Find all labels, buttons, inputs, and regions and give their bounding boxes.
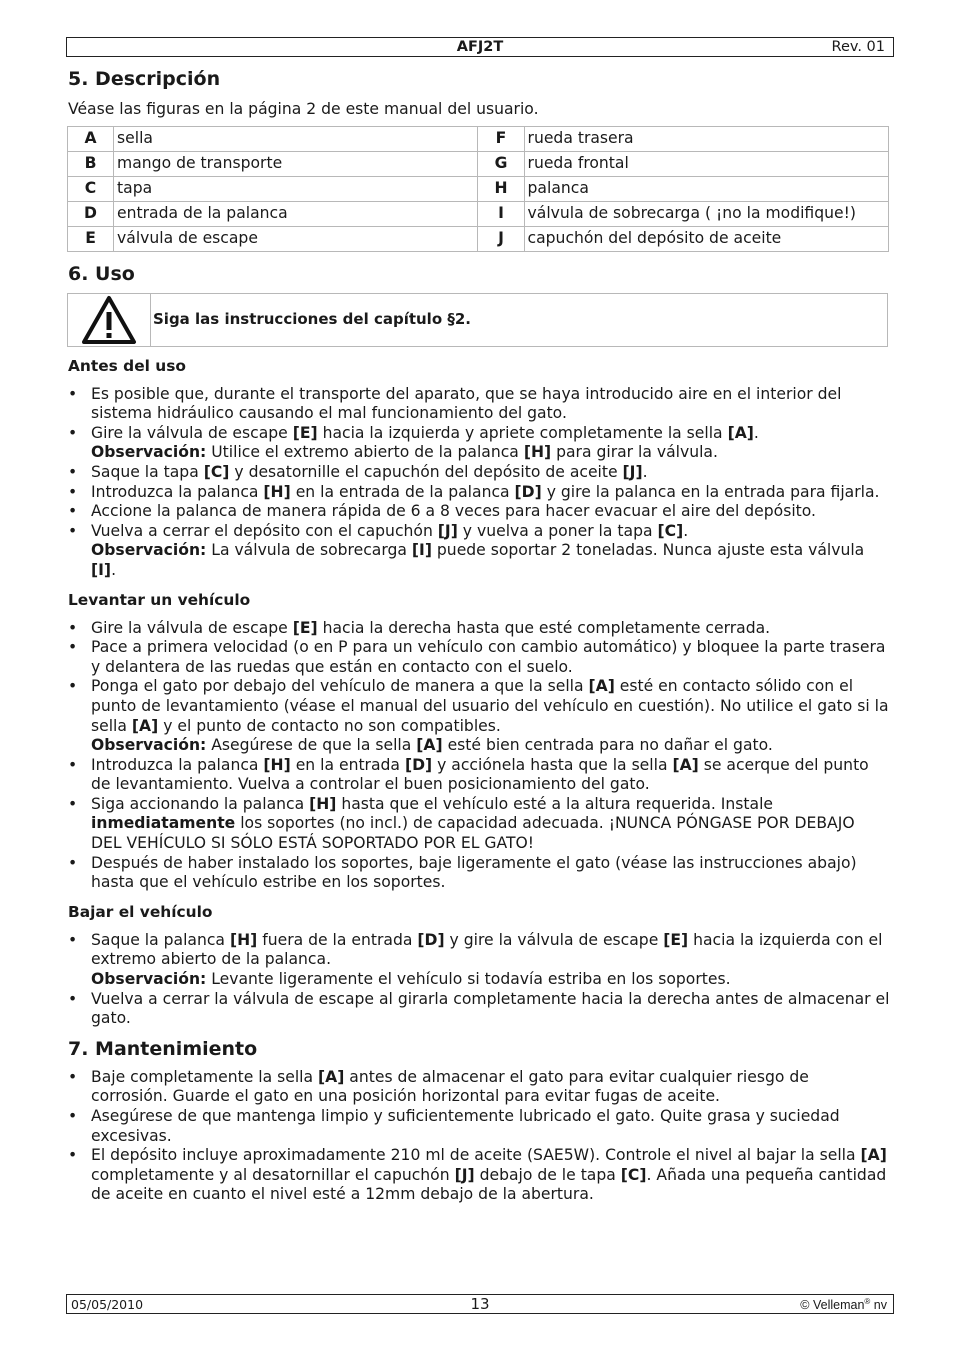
bold-text: [A]	[318, 1067, 345, 1086]
part-key: H	[478, 176, 524, 201]
text-run: El depósito incluye aproximadamente 210 ml de aceite (SAE5W). Controle el nivel al bajar la sella	[91, 1146, 861, 1165]
text-run: Introduzca la palanca	[91, 755, 264, 774]
bold-text: [D]	[404, 755, 433, 774]
bold-text: [A]	[672, 755, 699, 774]
section-title-mantenimiento: 7. Mantenimiento	[68, 1037, 258, 1060]
bold-text: [J]	[454, 1165, 475, 1184]
text-run: Vuelva a cerrar la válvula de escape al girarla completamente hacia la derecha antes de almacenar el gato.	[91, 989, 890, 1028]
warning-text: Siga las instrucciones del capítulo §2.	[153, 309, 471, 328]
text-run: Vuelva a cerrar el depósito con el capuchón	[91, 521, 438, 540]
text-run: y acciónela hasta que la sella	[432, 755, 673, 774]
text-run: Gire la válvula de escape	[91, 618, 293, 637]
bold-text: [H]	[263, 482, 291, 501]
bold-text: [H]	[309, 794, 337, 813]
bold-text: [A]	[588, 677, 615, 696]
text-run: y gire la palanca en la entrada para fijarla.	[541, 482, 880, 501]
warning-box	[67, 293, 888, 347]
list-levantar	[68, 619, 890, 893]
text-run: Ponga el gato por debajo del vehículo de manera a que la sella	[91, 677, 589, 696]
list-item	[68, 502, 890, 522]
part-name: rueda trasera	[524, 126, 888, 151]
part-key: F	[478, 126, 524, 151]
text-run: .	[642, 462, 648, 481]
copyright	[800, 1297, 887, 1312]
copyright-text: © Velleman	[800, 1298, 865, 1313]
table-row	[68, 226, 889, 251]
text-run: .	[753, 423, 759, 442]
list-item	[68, 522, 890, 581]
bold-text: [D]	[417, 930, 445, 949]
part-name: palanca	[524, 176, 888, 201]
list-antes	[68, 385, 890, 581]
text-run: debajo de le tapa	[474, 1165, 621, 1184]
bold-text: [C]	[620, 1165, 647, 1184]
bold-text: [C]	[203, 462, 230, 481]
text-run: y gire la válvula de escape	[444, 930, 664, 949]
registered-mark: ®	[864, 1297, 871, 1306]
text-run: Asegúrese de que mantenga limpio y suficientemente lubricado el gato. Quite grasa y suciedad excesivas.	[91, 1107, 840, 1145]
text-run: La válvula de sobrecarga	[206, 541, 412, 560]
bold-text: [A]	[860, 1146, 887, 1165]
part-key: J	[478, 226, 524, 251]
bold-text: Observación:	[91, 970, 207, 989]
subsection-antes: Antes del uso	[68, 356, 186, 375]
table-row	[68, 151, 889, 176]
list-item	[68, 638, 890, 677]
subsection-levantar: Levantar un vehículo	[68, 590, 251, 609]
part-name: entrada de la palanca	[114, 201, 478, 226]
copyright-suffix: nv	[870, 1298, 887, 1313]
part-name: sella	[114, 126, 478, 151]
text-run: Gire la válvula de escape	[91, 423, 293, 442]
bold-text: Observación:	[91, 736, 207, 755]
part-key: D	[68, 201, 114, 226]
part-name: válvula de escape	[114, 226, 478, 251]
table-row	[68, 126, 889, 151]
subsection-bajar: Bajar el vehículo	[68, 902, 213, 921]
list-item	[68, 756, 890, 795]
list-item	[68, 931, 890, 990]
warning-triangle-icon	[68, 294, 151, 346]
list-item	[68, 795, 890, 854]
parts-table	[67, 126, 889, 252]
page-number: 13	[470, 1295, 490, 1313]
bold-text: [A]	[727, 423, 754, 442]
text-run: Introduzca la palanca	[91, 482, 264, 501]
text-run: puede soportar 2 toneladas. Nunca ajuste esta válvula	[431, 541, 865, 560]
bold-text: [J]	[622, 462, 643, 481]
text-run: esté bien centrada para no dañar el gato.	[442, 736, 773, 755]
section-title-descripcion: 5. Descripción	[68, 68, 221, 90]
part-key: E	[68, 226, 114, 251]
part-key: I	[478, 201, 524, 226]
text-run: hacia la derecha hasta que esté completamente cerrada.	[317, 618, 771, 637]
table-row	[68, 176, 889, 201]
list-item	[68, 990, 890, 1029]
list-item	[68, 619, 890, 639]
list-item	[68, 677, 890, 755]
text-run: fuera de la entrada	[257, 930, 418, 949]
text-run: .	[683, 521, 689, 540]
bold-text: inmediatamente	[91, 814, 236, 833]
model-name: AFJ2T	[456, 39, 504, 55]
part-name: tapa	[114, 176, 478, 201]
part-name: mango de transporte	[114, 151, 478, 176]
text-run: y el punto de contacto no son compatibles.	[158, 716, 501, 735]
list-bajar	[68, 931, 890, 1029]
text-run: Después de haber instalado los soportes, baje ligeramente el gato (véase las instrucciones abajo) hasta que el vehículo estribe en los soportes.	[91, 853, 857, 892]
page-footer	[66, 1294, 894, 1314]
revision: Rev. 01	[831, 39, 885, 55]
footer-date: 05/05/2010	[71, 1297, 144, 1312]
text-run: Utilice el extremo abierto de la palanca	[206, 443, 524, 462]
text-run: los soportes (no incl.) de capacidad adecuada. ¡NUNCA PÓNGASE POR DEBAJO DEL VEHÍCULO SI SÓLO ESTÁ SOPORTADO POR EL GATO!	[91, 814, 855, 853]
bold-text: [H]	[523, 443, 552, 462]
bold-text: [E]	[292, 618, 318, 637]
text-run: Es posible que, durante el transporte del aparato, que se haya introducido aire en el interior del sistema hidráulico causando el mal funcionamiento del gato.	[91, 384, 842, 423]
bold-text: [H]	[229, 930, 258, 949]
bold-text: [C]	[657, 521, 684, 540]
bold-text: [E]	[292, 423, 318, 442]
bold-text: Observación:	[91, 443, 207, 462]
list-item	[68, 463, 890, 483]
list-item	[68, 1068, 890, 1107]
bold-text: [I]	[411, 541, 432, 560]
text-run: hasta que el vehículo esté a la altura requerida. Instale	[336, 794, 773, 813]
text-run: hacia la izquierda con el extremo abierto de la palanca.	[91, 930, 883, 969]
text-run: antes de almacenar el gato para evitar cualquier riesgo de corrosión. Guarde el gato en una posición horizontal para evitar fugas de aceite.	[91, 1067, 809, 1106]
text-run: para girar la válvula.	[551, 443, 718, 462]
list-item	[68, 424, 890, 463]
text-run: en la entrada de la palanca	[290, 482, 515, 501]
text-run: esté en contacto sólido con el punto de levantamiento (véase el manual del usuario del vehículo en cuestión). No utilice el gato si la sella	[91, 677, 889, 735]
text-run: Siga accionando la palanca	[91, 794, 310, 813]
text-run: Accione la palanca de manera rápida de 6 a 8 veces para hacer evacuar el aire del depósito.	[91, 502, 817, 521]
text-run: Asegúrese de que la sella	[206, 736, 417, 755]
text-run: completamente y al desatornillar el capuchón	[91, 1165, 455, 1184]
bold-text: [A]	[416, 736, 443, 755]
content	[68, 66, 890, 1205]
list-item	[68, 483, 890, 503]
list-item	[68, 385, 890, 424]
part-key: A	[68, 126, 114, 151]
bold-text: [J]	[437, 521, 458, 540]
list-item	[68, 1146, 890, 1205]
bold-text: [E]	[663, 930, 689, 949]
bold-text: [D]	[514, 482, 542, 501]
text-run: . Añada una pequeña cantidad de aceite en cuanto el nivel esté a 12mm debajo de la abertura.	[91, 1165, 887, 1204]
part-name: rueda frontal	[524, 151, 888, 176]
part-key: C	[68, 176, 114, 201]
page-header	[66, 37, 894, 57]
bold-text: Observación:	[91, 541, 207, 560]
part-key: G	[478, 151, 524, 176]
section-title-uso: 6. Uso	[68, 262, 135, 285]
bold-text: [I]	[91, 560, 112, 579]
text-run: Pace a primera velocidad (o en P para un vehículo con cambio automático) y bloquee la parte trasera y delantera de las ruedas que están en contacto con el suelo.	[91, 638, 886, 676]
list-item	[68, 1107, 890, 1146]
text-run: Saque la palanca	[91, 930, 230, 949]
table-row	[68, 201, 889, 226]
bold-text: [A]	[131, 716, 159, 735]
part-name: válvula de sobrecarga ( ¡no la modifique!)	[524, 201, 888, 226]
descripcion-intro: Véase las figuras en la página 2 de este manual del usuario.	[68, 100, 539, 118]
list-item	[68, 854, 890, 893]
text-run: se acerque del punto de levantamiento. Vuelva a controlar el buen posicionamiento del gato.	[91, 755, 869, 794]
text-run: Levante ligeramente el vehículo si todavía estriba en los soportes.	[206, 970, 731, 989]
text-run: y vuelva a poner la tapa	[457, 521, 658, 540]
text-run: en la entrada	[290, 755, 405, 774]
text-run: Saque la tapa	[91, 462, 204, 481]
part-key: B	[68, 151, 114, 176]
text-run: hacia la izquierda y apriete completamente la sella	[317, 423, 728, 442]
text-run: y desatornille el capuchón del depósito de aceite	[229, 462, 623, 481]
text-run: Baje completamente la sella	[91, 1067, 319, 1086]
part-name: capuchón del depósito de aceite	[524, 226, 888, 251]
text-run: .	[111, 560, 117, 579]
bold-text: [H]	[263, 755, 291, 774]
list-mantenimiento	[68, 1068, 890, 1205]
